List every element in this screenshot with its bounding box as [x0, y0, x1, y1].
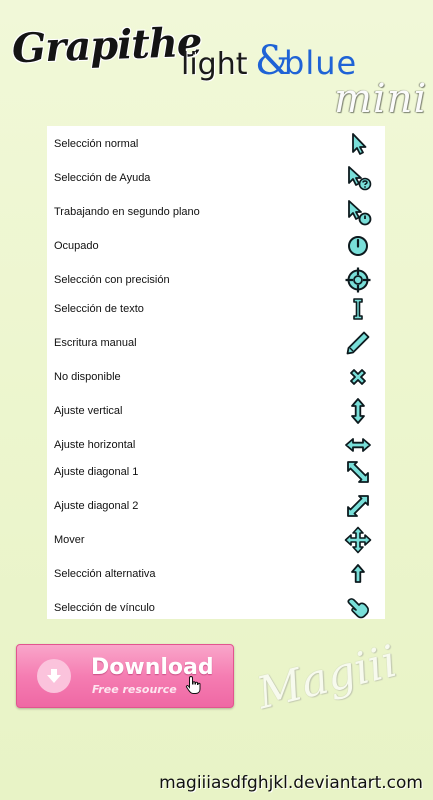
cursor-row — [47, 197, 385, 227]
cursor-label: Selección de texto — [54, 303, 144, 315]
title-light: light — [181, 47, 248, 82]
busy-cursor-icon — [343, 232, 373, 260]
cursor-row — [47, 430, 385, 460]
download-title: Download — [91, 655, 214, 680]
cursor-row — [47, 231, 385, 261]
footer-url: magiiiasdfghjkl.deviantart.com — [159, 773, 423, 793]
precision-cursor-icon — [343, 266, 373, 294]
cursor-label: Ocupado — [54, 240, 99, 252]
signature-watermark: Magiii — [252, 635, 402, 720]
cursor-label: Selección alternativa — [54, 568, 156, 580]
working-cursor-icon — [343, 198, 373, 226]
hand-pointer-icon — [185, 675, 203, 695]
diagonal2-resize-cursor-icon — [343, 492, 373, 520]
cursor-label: Trabajando en segundo plano — [54, 206, 200, 218]
cursor-row — [47, 294, 385, 324]
text-cursor-icon — [343, 295, 373, 323]
unavailable-cursor-icon — [343, 363, 373, 391]
cursor-label: Ajuste diagonal 1 — [54, 466, 139, 478]
title-blue: blue — [284, 44, 358, 82]
cursor-label: Escritura manual — [54, 337, 137, 349]
cursor-label: Selección con precisión — [54, 274, 170, 286]
cursor-row — [47, 525, 385, 555]
cursor-row — [47, 362, 385, 392]
title-grapithe: Grapithe — [11, 18, 203, 73]
header — [0, 0, 433, 125]
arrow-cursor-icon — [343, 130, 373, 158]
horizontal-resize-cursor-icon — [343, 431, 373, 459]
cursor-list-panel — [47, 126, 385, 619]
download-arrow-icon — [37, 659, 71, 693]
cursor-label: Selección normal — [54, 138, 139, 150]
cursor-row — [47, 129, 385, 159]
cursor-label: Selección de Ayuda — [54, 172, 151, 184]
cursor-row — [47, 163, 385, 193]
cursor-row — [47, 593, 385, 623]
title-ampersand: & — [255, 38, 291, 84]
download-button[interactable] — [16, 644, 234, 708]
cursor-label: Mover — [54, 534, 85, 546]
cursor-row — [47, 457, 385, 487]
title-mini: mini — [334, 76, 428, 122]
cursor-label: Selección de vínculo — [54, 602, 155, 614]
cursor-label: Ajuste vertical — [54, 405, 123, 417]
link-cursor-icon — [343, 594, 373, 622]
download-subtitle: Free resource — [92, 683, 177, 696]
help-cursor-icon — [343, 164, 373, 192]
move-cursor-icon — [343, 526, 373, 554]
cursor-label: No disponible — [54, 371, 121, 383]
cursor-row — [47, 491, 385, 521]
diagonal1-resize-cursor-icon — [343, 458, 373, 486]
cursor-row — [47, 559, 385, 589]
cursor-row — [47, 265, 385, 295]
handwriting-cursor-icon — [343, 329, 373, 357]
cursor-row — [47, 396, 385, 426]
cursor-row — [47, 328, 385, 358]
cursor-label: Ajuste diagonal 2 — [54, 500, 139, 512]
alternate-cursor-icon — [343, 560, 373, 588]
cursor-label: Ajuste horizontal — [54, 439, 136, 451]
vertical-resize-cursor-icon — [343, 397, 373, 425]
